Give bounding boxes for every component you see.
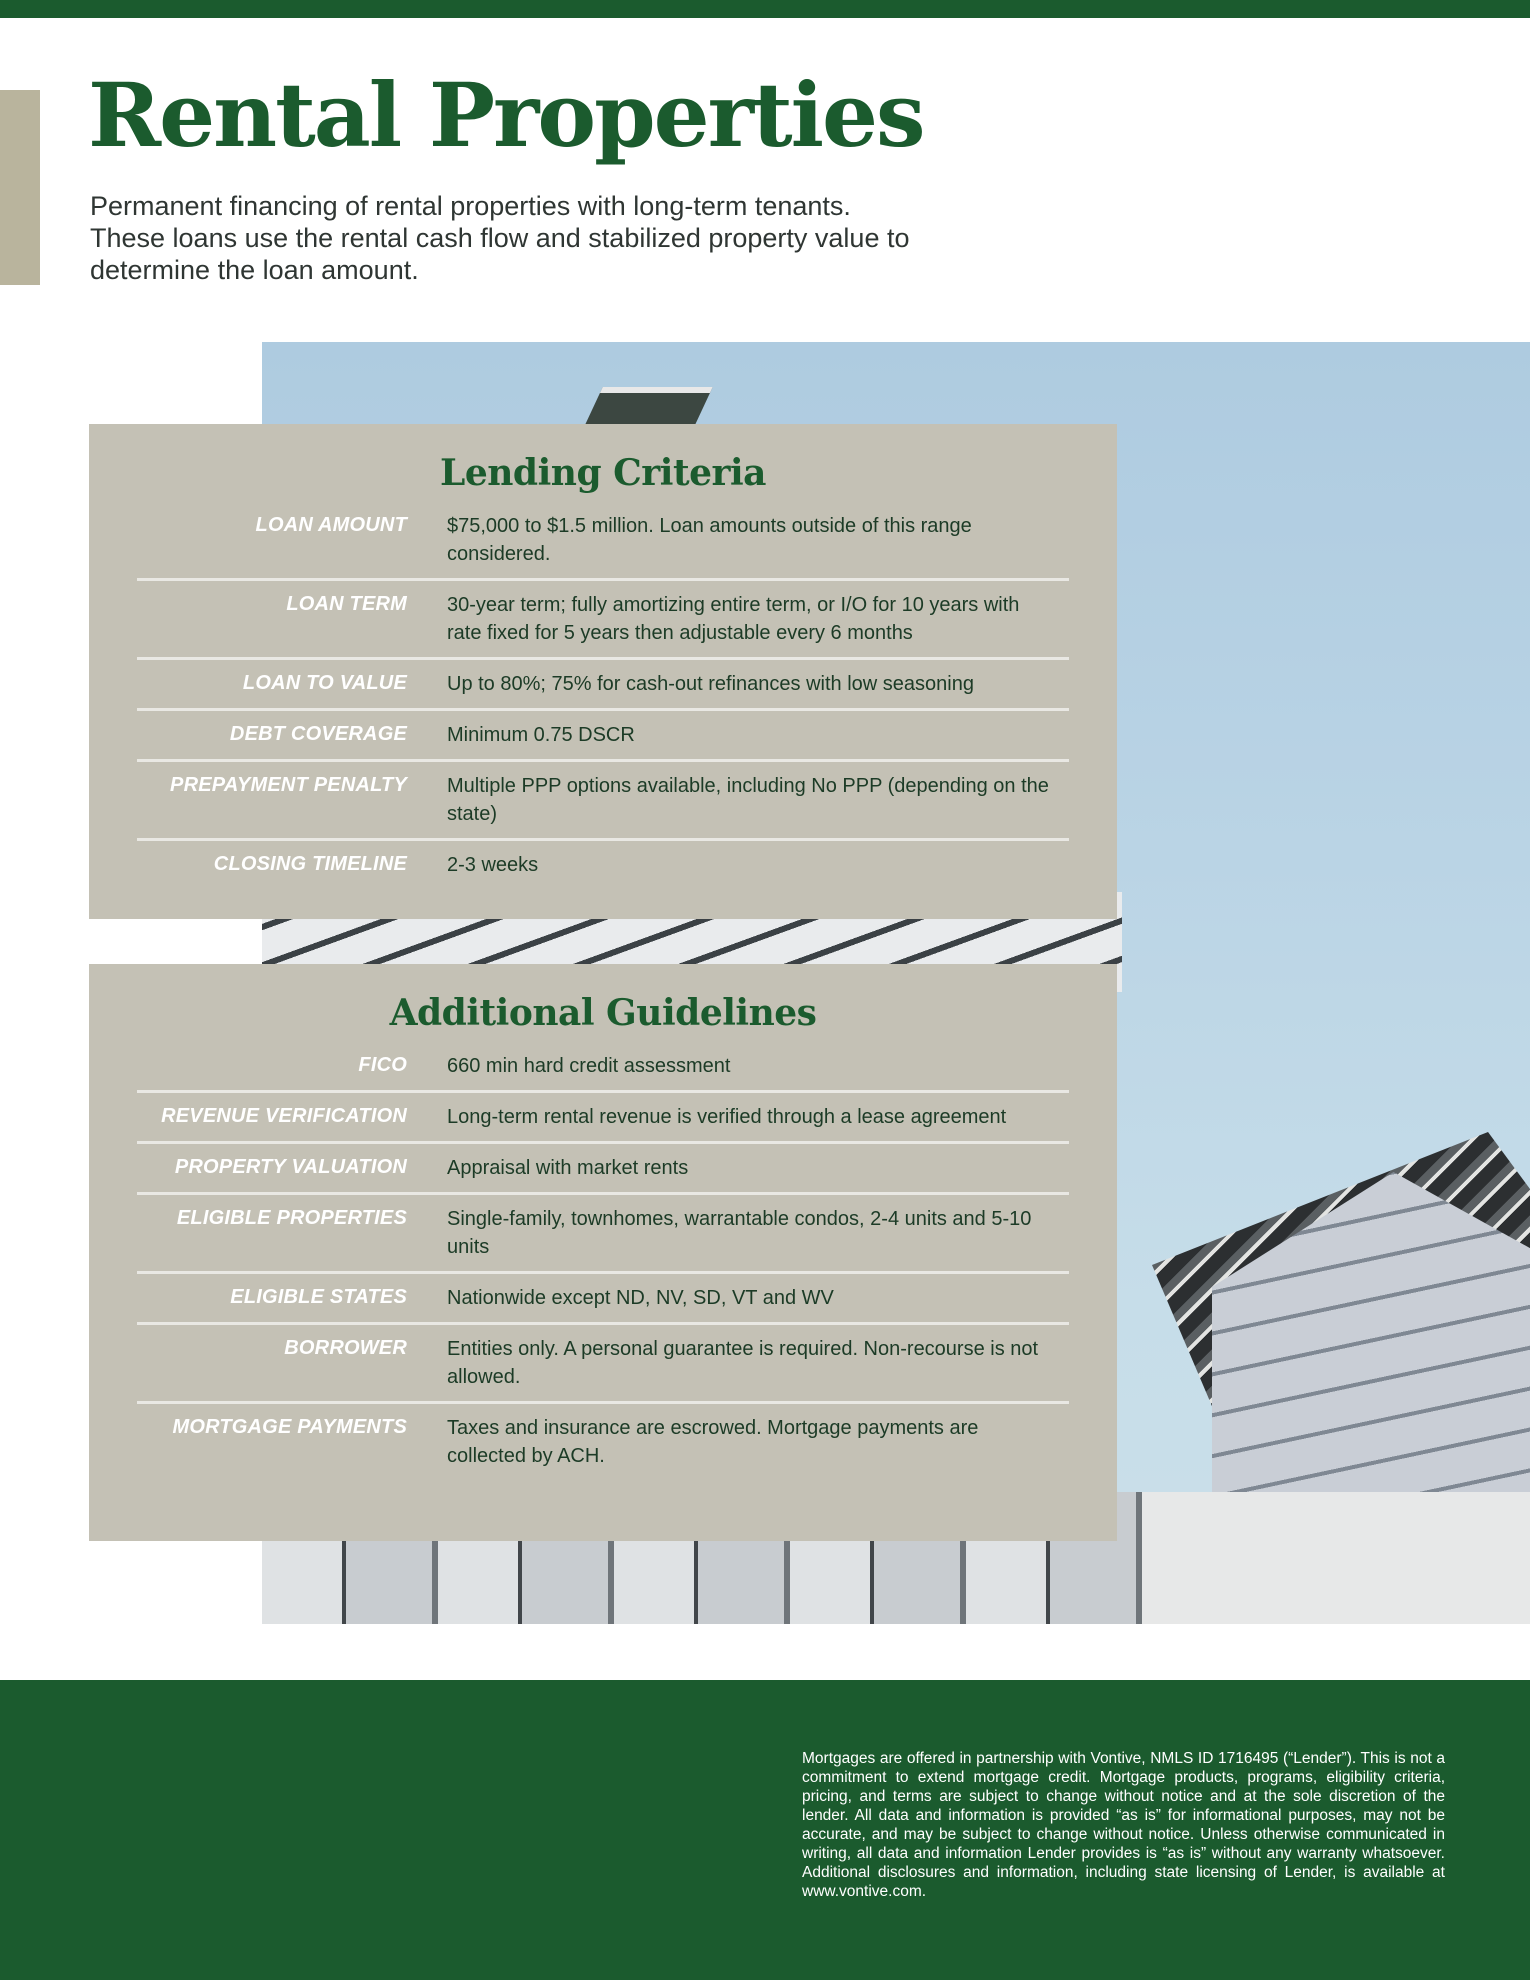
criteria-label: LOAN TERM: [286, 593, 407, 615]
page-title: Rental Properties: [88, 63, 924, 167]
criteria-row: [137, 711, 1069, 762]
top-bar: [0, 0, 1530, 18]
guideline-row: [137, 1325, 1069, 1404]
guideline-label: ELIGIBLE STATES: [230, 1286, 407, 1308]
additional-guidelines-heading: Additional Guidelines: [389, 992, 817, 1034]
guideline-row: [137, 1042, 1069, 1093]
guideline-label: BORROWER: [284, 1337, 407, 1359]
guideline-row: [137, 1274, 1069, 1325]
lending-criteria-heading: Lending Criteria: [440, 452, 766, 494]
guideline-row: [137, 1144, 1069, 1195]
house-wall: [1142, 1492, 1530, 1624]
guideline-value: 660 min hard credit assessment: [447, 1055, 731, 1077]
guideline-label: FICO: [358, 1054, 407, 1076]
criteria-value: Up to 80%; 75% for cash-out refinances with low seasoning: [447, 673, 974, 695]
criteria-row: [137, 581, 1069, 660]
lending-criteria-card: [89, 424, 1117, 919]
criteria-label: LOAN AMOUNT: [255, 514, 407, 536]
criteria-value: 30-year term; fully amortizing entire term, or I/O for 10 years with rate fixed for 5 years then adjustable every 6 months: [447, 594, 1020, 644]
guideline-label: REVENUE VERIFICATION: [161, 1105, 407, 1127]
footer-disclaimer: Mortgages are offered in partnership with Vontive, NMLS ID 1716495 (“Lender”). This is not a commitment to extend mortgage credit. Mortgage products, programs, eligibility criteria, pricing, and terms are subject to change without notice and at the sole discretion of the lender. All data and information is provided “as is” for informational purposes, may not be accurate, and may be subject to change without notice. Unless otherwise communicated in writing, all data and information Lender provides is “as is” without any warranty whatsoever. Additional disclosures and information, including state licensing of Lender, is available at www.vontive.com.: [802, 1750, 1445, 1900]
guideline-value: Taxes and insurance are escrowed. Mortgage payments are collected by ACH.: [447, 1417, 979, 1467]
guideline-row: [137, 1404, 1069, 1480]
guideline-label: ELIGIBLE PROPERTIES: [176, 1207, 407, 1229]
guideline-value: Appraisal with market rents: [447, 1157, 689, 1179]
guideline-row: [137, 1093, 1069, 1144]
guideline-label: PROPERTY VALUATION: [174, 1156, 407, 1178]
guideline-value: Single-family, townhomes, warrantable condos, 2-4 units and 5-10 units: [447, 1208, 1032, 1258]
criteria-value: Multiple PPP options available, including No PPP (depending on the state): [447, 775, 1049, 825]
guideline-value: Nationwide except ND, NV, SD, VT and WV: [447, 1287, 834, 1309]
criteria-label: CLOSING TIMELINE: [213, 853, 407, 875]
guideline-value: Long-term rental revenue is verified through a lease agreement: [447, 1106, 1007, 1128]
criteria-value: $75,000 to $1.5 million. Loan amounts outside of this range considered.: [447, 515, 972, 565]
guideline-label: MORTGAGE PAYMENTS: [172, 1416, 407, 1438]
criteria-label: PREPAYMENT PENALTY: [170, 774, 407, 796]
criteria-row: [137, 762, 1069, 841]
criteria-label: LOAN TO VALUE: [242, 672, 407, 694]
additional-guidelines-card: [89, 964, 1117, 1541]
criteria-value: 2-3 weeks: [447, 854, 539, 876]
criteria-row: [137, 502, 1069, 581]
side-accent-bar: [0, 90, 40, 285]
guideline-value: Entities only. A personal guarantee is required. Non-recourse is not allowed.: [447, 1338, 1039, 1388]
intro-text: Permanent financing of rental properties with long-term tenants. These loans use the rental cash flow and stabilized property value to determine the loan amount.: [90, 191, 910, 285]
criteria-label: DEBT COVERAGE: [229, 723, 407, 745]
criteria-value: Minimum 0.75 DSCR: [447, 724, 635, 746]
criteria-row: [137, 841, 1069, 889]
criteria-row: [137, 660, 1069, 711]
guideline-row: [137, 1195, 1069, 1274]
